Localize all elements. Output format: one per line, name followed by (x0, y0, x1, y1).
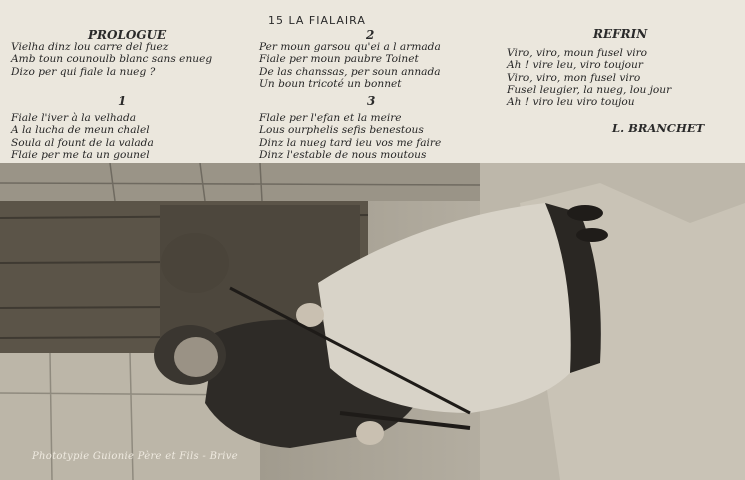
poem-panel (0, 0, 745, 163)
verse-line: Amb toun counoulb blanc sans enueg (11, 53, 213, 66)
verse-line: Vielha dinz lou carre del fuez (11, 41, 169, 53)
author-signature: L. BRANCHET (612, 121, 705, 135)
hand (356, 421, 384, 445)
distaff-wool (161, 233, 229, 293)
verse-line: Un boun tricoté un bonnet (259, 77, 402, 90)
stanza-1-verse (11, 112, 154, 161)
verse-line: Dinz l'estable de nous moutous (259, 148, 427, 161)
shoe (576, 228, 608, 242)
refrain-verse (507, 47, 671, 108)
shoe (567, 205, 603, 221)
verse-line: Ah ! viro leu viro toujou (507, 96, 635, 109)
verse-line: Dizo per qui fiale la nueg ? (11, 65, 156, 78)
verse-line: Fiale l'iver à la velhada (11, 112, 137, 124)
verse-line: A la lucha de meun chalel (11, 124, 150, 137)
photograph-illustration (0, 163, 745, 480)
photograph (0, 163, 745, 480)
stanza-3-verse (259, 112, 441, 161)
verse-line: Viro, viro, moun fusel viro (507, 47, 648, 59)
card-title: 15 LA FIALAIRA (268, 14, 366, 27)
verse-line: Per moun garsou qu'ei a l armada (259, 41, 441, 53)
face (174, 337, 218, 377)
stanza-number: 1 (118, 94, 127, 108)
prologue-heading: PROLOGUE (88, 28, 167, 42)
verse-line: De las chanssas, per soun annada (259, 65, 441, 78)
verse-line: Flaie per me ta un gounel (11, 148, 150, 161)
verse-line: Ah ! vire leu, viro toujour (507, 59, 643, 72)
verse-line: Lous ourphelis sefis benestous (259, 124, 424, 137)
verse-line: Viro, viro, mon fusel viro (507, 71, 641, 84)
photo-credit: Phototypie Guionie Père et Fils - Brive (32, 451, 238, 462)
verse-line: Soula al fount de la valada (11, 136, 154, 149)
stone-wall (0, 163, 480, 201)
verse-line: Flale per l'efan et la meire (259, 112, 402, 124)
stanza-number: 2 (366, 28, 375, 42)
refrain-heading: REFRIN (593, 27, 648, 41)
stanza-2-verse (259, 41, 441, 90)
verse-line: Fusel leugier, la nueg, lou jour (507, 83, 672, 96)
prologue-verse (11, 41, 212, 78)
verse-line: Fiale per moun paubre Toinet (259, 53, 419, 66)
verse-line: Dinz la nueg tard ieu vos me faire (259, 136, 442, 149)
stanza-number: 3 (367, 94, 376, 108)
